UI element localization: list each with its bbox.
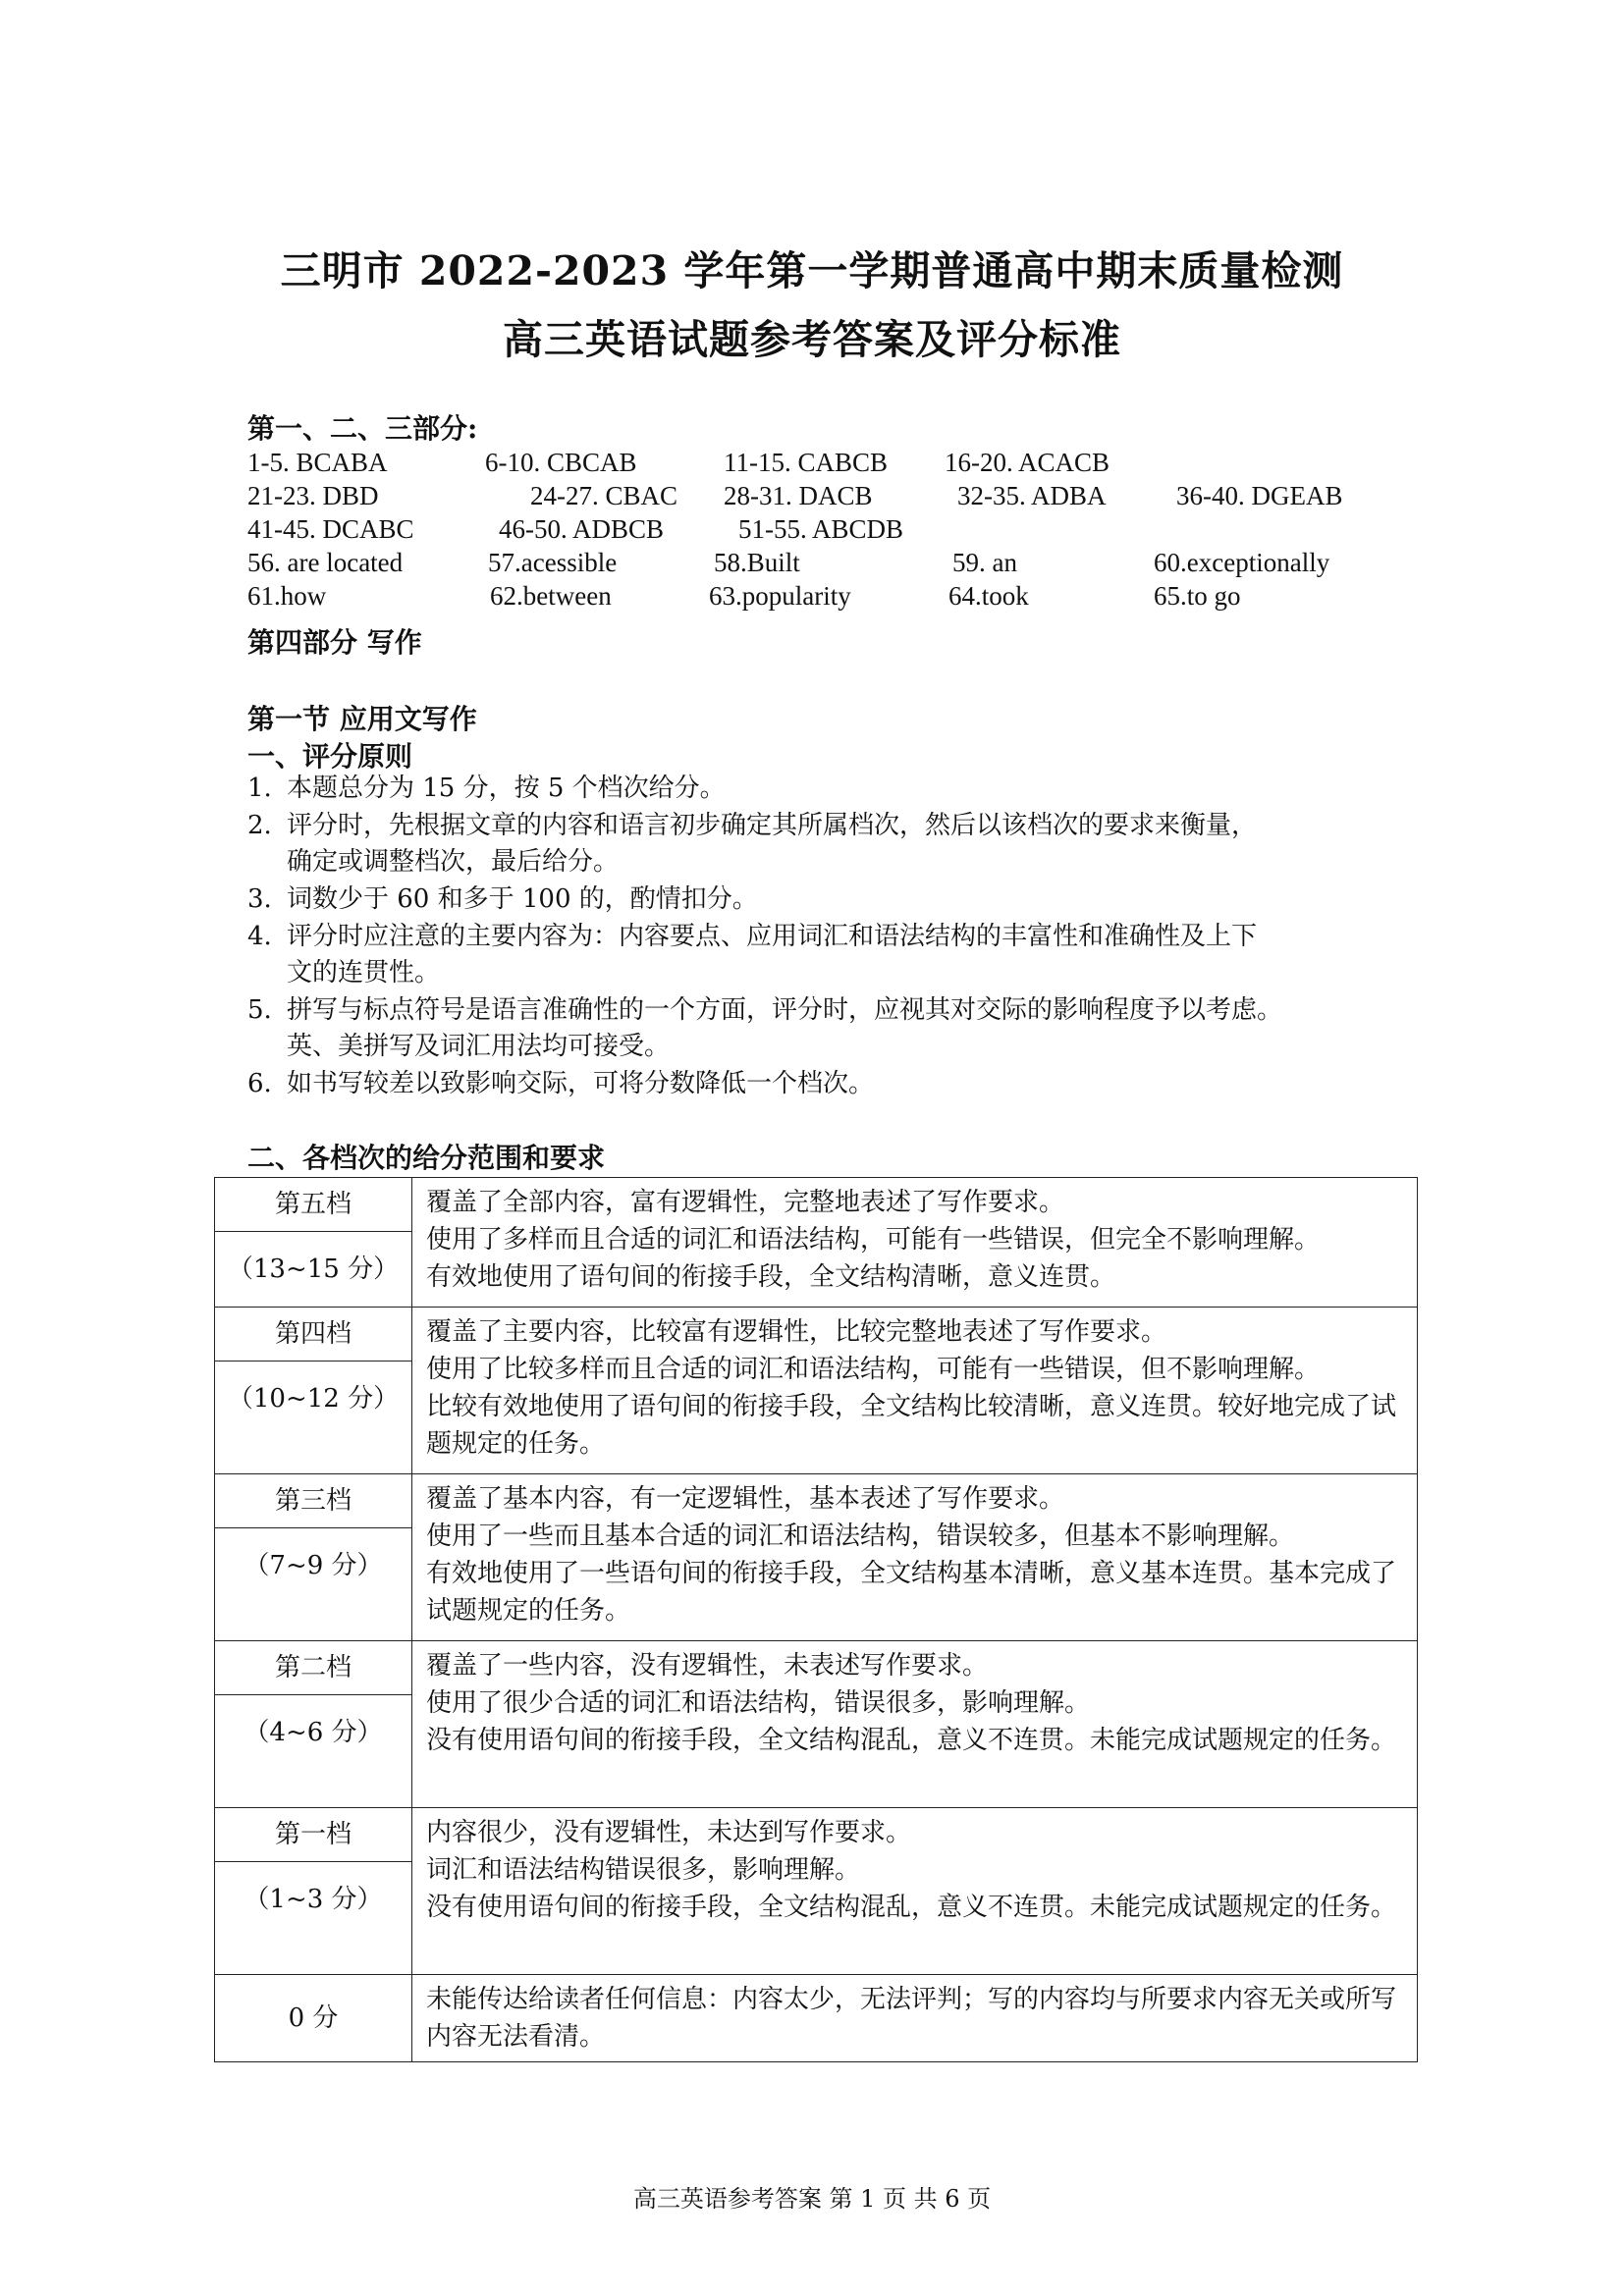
page-title: 三明市 2022-2023 学年第一学期普通高中期末质量检测 [280, 247, 1344, 294]
table-row [215, 1178, 1418, 1232]
answer-item: 11-15. CABCB [724, 448, 889, 477]
principle-number: 4. [247, 922, 272, 951]
grade-desc-line: 覆盖了主要内容，比较富有逻辑性，比较完整地表述了写作要求。 [426, 1317, 1167, 1347]
grade-range: （7~9 分） [215, 1528, 412, 1641]
principle-text-cont: 英、美拼写及词汇用法均可接受。 [287, 1032, 671, 1061]
principle-item [247, 808, 1257, 881]
grade-desc-line: 比较有效地使用了语句间的衔接手段，全文结构比较清晰，意义连贯。较好地完成了试题规定的任务。 [426, 1392, 1397, 1459]
part4-heading: 第四部分 写作 [247, 626, 422, 659]
principle-text: 如书写较差以致影响交际，可将分数降低一个档次。 [287, 1069, 875, 1098]
answer-item: 56. are located [247, 548, 404, 577]
answer-item: 28-31. DACB [724, 481, 873, 510]
grade-description [412, 1308, 1418, 1474]
principle-item [247, 919, 1257, 991]
principle-number: 2. [247, 811, 272, 840]
answer-item: 32-35. ADBA [957, 481, 1107, 510]
grades-heading: 二、各档次的给分范围和要求 [247, 1142, 606, 1174]
principle-text-cont: 文的连贯性。 [287, 958, 441, 988]
grade-range: （13~15 分） [215, 1232, 412, 1308]
grade-level: 第四档 [215, 1308, 412, 1362]
grade-desc-line: 覆盖了基本内容，有一定逻辑性，基本表述了写作要求。 [426, 1484, 1065, 1514]
grade-desc-line: 未能传达给读者任何信息：内容太少，无法评判；写的内容均与所要求内容无关或所写内容无法看清。 [426, 1985, 1397, 2052]
section1-heading: 第一节 应用文写作 [247, 703, 477, 735]
table-row [215, 1641, 1418, 1695]
answer-item: 64.took [948, 581, 1029, 611]
answer-item: 58.Built [714, 548, 800, 577]
principle-text: 本题总分为 15 分，按 5 个档次给分。 [287, 774, 726, 803]
grade-desc-line: 使用了很少合适的词汇和语法结构，错误很多，影响理解。 [426, 1688, 1091, 1718]
answer-item: 36-40. DGEAB [1176, 481, 1343, 510]
answer-item: 60.exceptionally [1154, 548, 1330, 577]
grade-range: （4~6 分） [215, 1695, 412, 1808]
answer-item: 1-5. BCABA [247, 448, 388, 477]
grade-level: 第一档 [215, 1808, 412, 1862]
principle-text: 词数少于 60 和多于 100 的，酌情扣分。 [287, 884, 758, 914]
answer-item: 59. an [952, 548, 1017, 577]
table-row [215, 1975, 1418, 2062]
answer-item: 51-55. ABCDB [738, 514, 904, 544]
grade-desc-line: 覆盖了一些内容，没有逻辑性，未表述写作要求。 [426, 1651, 989, 1681]
grade-description [412, 1975, 1418, 2062]
grade-desc-line: 没有使用语句间的衔接手段，全文结构混乱，意义不连贯。未能完成试题规定的任务。 [426, 1726, 1397, 1755]
answer-item: 41-45. DCABC [247, 514, 414, 544]
grade-description [412, 1178, 1418, 1308]
principle-item [247, 1066, 874, 1102]
grade-level: 第二档 [215, 1641, 412, 1695]
grade-desc-line: 有效地使用了语句间的衔接手段，全文结构清晰，意义连贯。 [426, 1262, 1116, 1292]
principle-item [247, 992, 1282, 1065]
table-row [215, 1808, 1418, 1862]
answer-item: 63.popularity [709, 581, 851, 611]
answer-item: 65.to go [1154, 581, 1241, 611]
principles-heading: 一、评分原则 [247, 740, 413, 773]
page-footer: 高三英语参考答案 第 1 页 共 6 页 [632, 2185, 992, 2213]
grade-desc-line: 词汇和语法结构错误很多，影响理解。 [426, 1855, 861, 1885]
principle-item [247, 881, 758, 918]
answer-item: 24-27. CBAC [530, 481, 678, 510]
principle-text-cont: 确定或调整档次，最后给分。 [287, 847, 620, 877]
page-subtitle: 高三英语试题参考答案及评分标准 [503, 316, 1121, 363]
principle-text: 拼写与标点符号是语言准确性的一个方面，评分时，应视其对交际的影响程度予以考虑。 [287, 995, 1283, 1025]
answer-item: 61.how [247, 581, 327, 611]
grade-level: 第三档 [215, 1474, 412, 1528]
principle-number: 3. [247, 884, 272, 914]
grade-desc-line: 使用了比较多样而且合适的词汇和语法结构，可能有一些错误，但不影响理解。 [426, 1355, 1321, 1384]
grading-table [214, 1177, 1418, 2062]
answer-item: 46-50. ADBCB [499, 514, 665, 544]
grade-description [412, 1474, 1418, 1641]
principle-number: 1. [247, 774, 272, 803]
principle-text: 评分时，先根据文章的内容和语言初步确定其所属档次，然后以该档次的要求来衡量， [287, 811, 1258, 840]
grade-desc-line: 内容很少，没有逻辑性，未达到写作要求。 [426, 1818, 912, 1847]
answer-item: 21-23. DBD [247, 481, 379, 510]
grade-desc-line: 使用了一些而且基本合适的词汇和语法结构，错误较多，但基本不影响理解。 [426, 1522, 1295, 1551]
grade-range: （10~12 分） [215, 1362, 412, 1474]
principle-item [247, 771, 726, 807]
principle-text: 评分时应注意的主要内容为：内容要点、应用词汇和语法结构的丰富性和准确性及上下 [287, 922, 1258, 951]
table-row [215, 1308, 1418, 1362]
part123-heading: 第一、二、三部分: [247, 412, 478, 445]
grade-desc-line: 使用了多样而且合适的词汇和语法结构，可能有一些错误，但完全不影响理解。 [426, 1225, 1321, 1255]
grade-description [412, 1808, 1418, 1975]
answer-item: 57.acessible [488, 548, 618, 577]
answer-item: 6-10. CBCAB [485, 448, 637, 477]
answer-item: 16-20. ACACB [945, 448, 1110, 477]
principle-number: 5. [247, 995, 272, 1025]
grade-range: （1~3 分） [215, 1862, 412, 1975]
grade-level: 0 分 [215, 1975, 412, 2062]
grade-description [412, 1641, 1418, 1808]
grade-desc-line: 覆盖了全部内容，富有逻辑性，完整地表述了写作要求。 [426, 1188, 1065, 1217]
table-row [215, 1474, 1418, 1528]
answer-item: 62.between [490, 581, 612, 611]
grade-desc-line: 有效地使用了一些语句间的衔接手段，全文结构基本清晰，意义基本连贯。基本完成了试题规定的任务。 [426, 1559, 1397, 1626]
grade-level: 第五档 [215, 1178, 412, 1232]
grade-desc-line: 没有使用语句间的衔接手段，全文结构混乱，意义不连贯。未能完成试题规定的任务。 [426, 1893, 1397, 1922]
principle-number: 6. [247, 1069, 272, 1098]
